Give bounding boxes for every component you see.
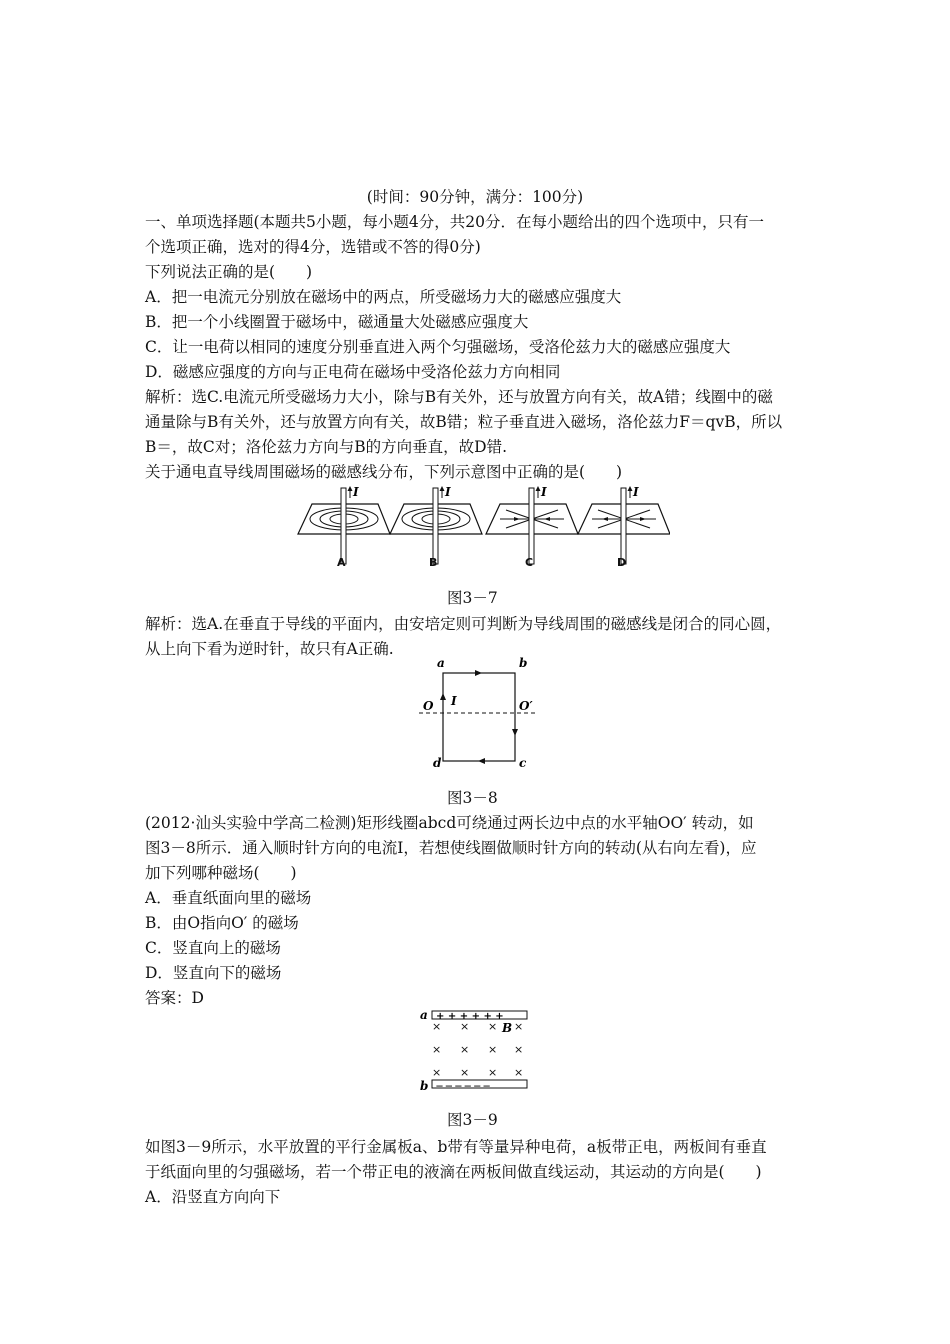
q3-option-a: A．垂直纸面向里的磁场 [145, 889, 312, 907]
figure-3-7-current-label-b: I [445, 485, 451, 499]
figure-3-7-panel-a [298, 486, 390, 564]
figure-3-8-label-b: b [519, 656, 528, 670]
figure-3-7-panel-d [578, 486, 670, 564]
time-info: (时间：90分钟，满分：100分) [366, 188, 584, 206]
field-cross: × [488, 1066, 498, 1079]
field-cross: × [460, 1020, 470, 1033]
figure-3-7-label-d: D [617, 556, 627, 569]
q3-stem-line3: 加下列哪种磁场( ) [145, 864, 297, 882]
q2-analysis-line1: 解析：选A.在垂直于导线的平面内，由安培定则可判断为导线周围的磁感线是闭合的同心圆， [145, 615, 782, 633]
figure-3-8-label-current: I [451, 694, 457, 708]
q4-stem-line2: 于纸面向里的匀强磁场，若一个带正电的液滴在两板间做直线运动，其运动的方向是( ) [145, 1163, 762, 1181]
q3-stem-line1: (2012·汕头实验中学高二检测)矩形线圈abcd可绕通过两长边中点的水平轴OO′ 转动，如 [145, 814, 754, 832]
figure-3-7-current-label-d: I [633, 485, 639, 499]
field-cross: × [488, 1043, 498, 1056]
q3-option-b: B．由O指向O′ 的磁场 [145, 914, 299, 932]
figure-3-9-plate-a-charges: + + + + + + [436, 1011, 504, 1022]
q4-stem-line1: 如图3－9所示，水平放置的平行金属板a、b带有等量异种电荷，a板带正电，两板间有垂直 [145, 1138, 767, 1156]
figure-3-7-current-label-c: I [541, 485, 547, 499]
q3-answer: 答案：D [145, 989, 204, 1007]
figure-3-7-current-label-a: I [353, 485, 359, 499]
field-cross: × [514, 1043, 524, 1056]
figure-3-9-label-b: b [420, 1079, 429, 1092]
figure-3-8-label-o: O [423, 699, 434, 713]
section-heading-line1: 一、单项选择题(本题共5小题，每小题4分，共20分．在每小题给出的四个选项中，只有一 [145, 213, 764, 231]
field-cross: × [432, 1066, 442, 1079]
figure-3-8-label-d: d [433, 756, 442, 770]
figure-3-8-caption: 图3－8 [447, 789, 498, 807]
figure-3-8-label-c: c [519, 756, 527, 770]
figure-3-8 [415, 655, 545, 770]
figure-3-7-panel-c [486, 486, 578, 564]
field-cross: × [460, 1066, 470, 1079]
q3-stem-line2: 图3－8所示．通入顺时针方向的电流I，若想使线圈做顺时针方向的转动(从右向左看)，应 [145, 839, 757, 857]
figure-3-9-label-field: B [502, 1021, 513, 1035]
figure-3-8-label-o-prime: O′ [519, 699, 533, 713]
q2-analysis-line2: 从上向下看为逆时针，故只有A正确. [145, 640, 394, 658]
field-cross: × [460, 1043, 470, 1056]
q1-analysis-line3: B＝，故C对；洛伦兹力方向与B的方向垂直，故D错. [145, 438, 507, 456]
figure-3-7-label-a: A [337, 556, 346, 569]
figure-3-8-label-a: a [437, 656, 445, 670]
figure-3-9-label-a: a [420, 1008, 428, 1022]
field-cross: × [514, 1066, 524, 1079]
figure-3-9-caption: 图3－9 [447, 1111, 498, 1129]
figure-3-7-caption: 图3－7 [447, 589, 498, 607]
figure-3-7 [290, 484, 670, 572]
q1-analysis-line1: 解析：选C.电流元所受磁场力大小，除与B有关外，还与放置方向有关，故A错；线圈中的磁 [145, 388, 773, 406]
figure-3-9 [418, 1008, 534, 1092]
figure-3-7-panel-b [390, 486, 482, 564]
field-cross: × [432, 1043, 442, 1056]
q1-option-a: A．把一电流元分别放在磁场中的两点，所受磁场力大的磁感应强度大 [145, 288, 622, 306]
field-cross: × [514, 1020, 524, 1033]
q1-option-c: C．让一电荷以相同的速度分别垂直进入两个匀强磁场，受洛伦兹力大的磁感应强度大 [145, 338, 731, 356]
q4-option-a: A．沿竖直方向向下 [145, 1188, 281, 1206]
q1-option-b: B．把一个小线圈置于磁场中，磁通量大处磁感应强度大 [145, 313, 529, 331]
q3-option-d: D．竖直向下的磁场 [145, 964, 282, 982]
field-cross: × [488, 1020, 498, 1033]
figure-3-9-plate-b-charges: — — — — — — [436, 1082, 491, 1090]
section-heading-line2: 个选项正确，选对的得4分，选错或不答的得0分) [145, 238, 481, 256]
q2-stem: 关于通电直导线周围磁场的磁感线分布，下列示意图中正确的是( ) [145, 463, 623, 481]
field-cross: × [432, 1020, 442, 1033]
figure-3-7-label-c: C [525, 556, 534, 569]
figure-3-7-label-b: B [429, 556, 438, 569]
q1-analysis-line2: 通量除与B有关外，还与放置方向有关，故B错；粒子垂直进入磁场，洛伦兹力F＝qvB，所以 [145, 413, 783, 431]
q1-stem: 下列说法正确的是( ) [145, 263, 313, 281]
q1-option-d: D．磁感应强度的方向与正电荷在磁场中受洛伦兹力方向相同 [145, 363, 561, 381]
q3-option-c: C．竖直向上的磁场 [145, 939, 281, 957]
